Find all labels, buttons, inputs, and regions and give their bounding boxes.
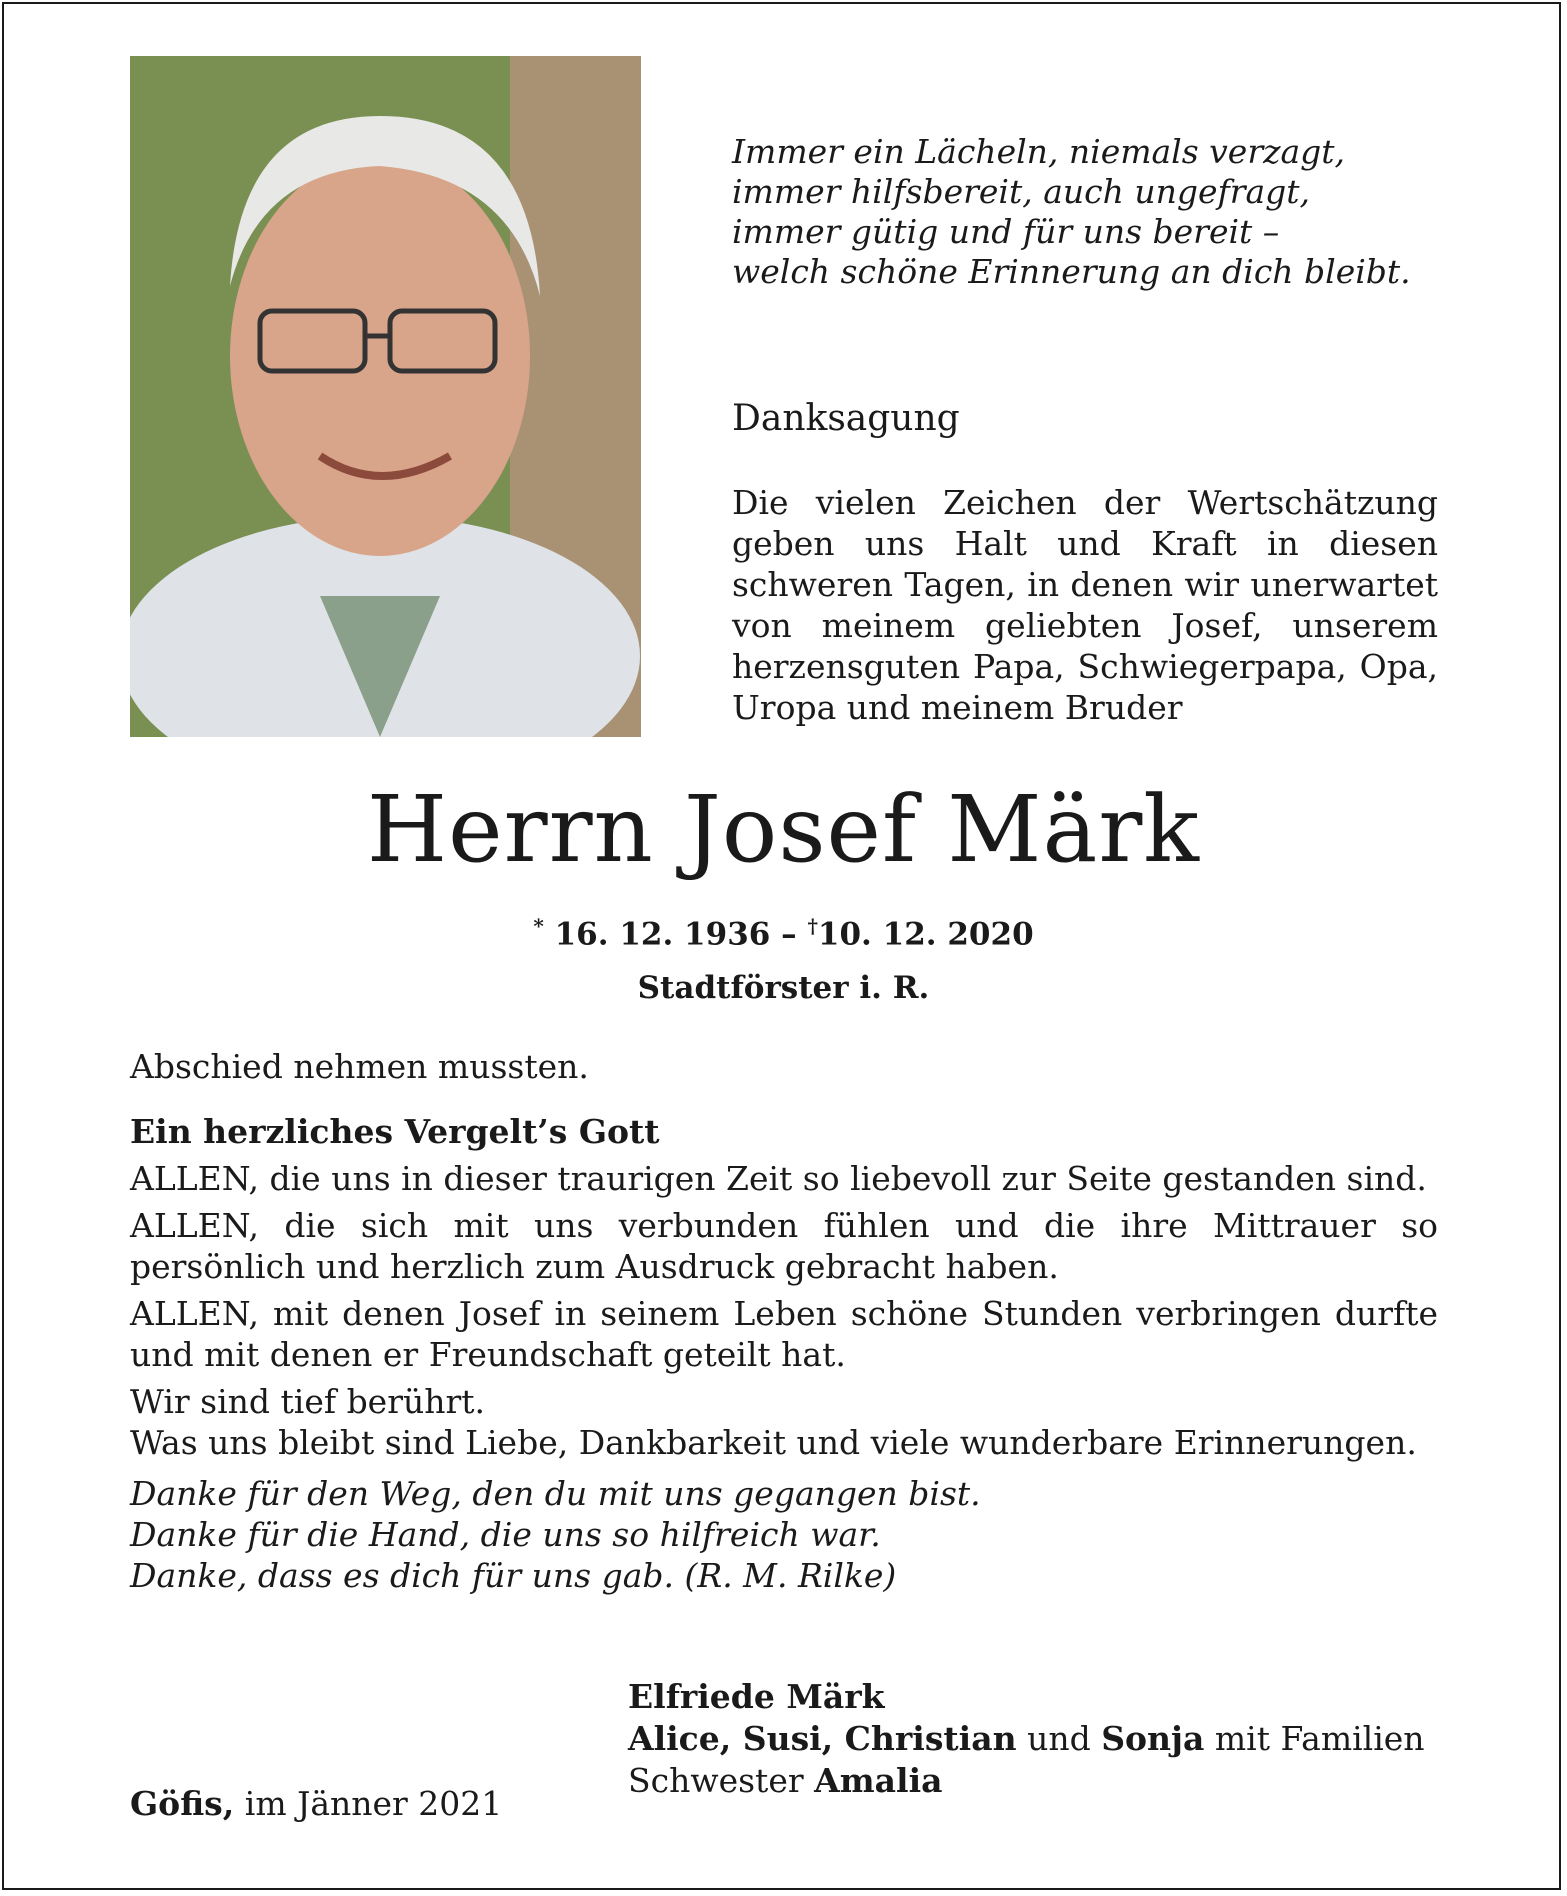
birth-date: 16. 12. 1936	[554, 916, 771, 953]
place-date	[130, 1784, 502, 1823]
poem	[732, 132, 1411, 292]
signer-and: und	[1027, 1719, 1091, 1758]
death-symbol: †	[807, 914, 818, 938]
occupation-title: Stadtförster i. R.	[637, 970, 930, 1006]
life-dates	[0, 914, 1567, 952]
birth-symbol: *	[533, 914, 544, 938]
paragraph: ALLEN, die sich mit uns verbunden fühlen und die ihre Mittrauer so persönlich und herzlich zum Ausdruck gebracht haben.	[130, 1206, 1438, 1286]
rilke-line: Danke für die Hand, die uns so hilfreich war.	[130, 1515, 881, 1554]
portrait-photo	[130, 56, 641, 737]
rilke-line: Danke, dass es dich für uns gab. (R. M. Rilke)	[130, 1556, 897, 1595]
signer-primary: Elfriede Märk	[628, 1677, 885, 1716]
signer-child: Sonja	[1101, 1719, 1205, 1758]
farewell-line: Abschied nehmen mussten.	[130, 1047, 589, 1086]
paragraph: Wir sind tief berührt.	[130, 1382, 486, 1421]
date-separator: –	[781, 916, 797, 953]
deceased-name: Herrn Josef Märk	[366, 776, 1201, 883]
paragraph: Was uns bleibt sind Liebe, Dankbarkeit und viele wunderbare Erinnerungen.	[130, 1423, 1417, 1462]
poem-line: immer hilfsbereit, auch ungefragt,	[732, 172, 1311, 211]
signer-sister: Amalia	[814, 1761, 943, 1800]
paragraph: ALLEN, die uns in dieser traurigen Zeit so liebevoll zur Seite gestanden sind.	[130, 1159, 1427, 1198]
portrait-illustration	[130, 56, 641, 737]
paragraph: ALLEN, mit denen Josef in seinem Leben schöne Stunden verbringen durfte und mit denen er Freundschaft geteilt hat.	[130, 1294, 1438, 1374]
signer-suffix: mit Familien	[1214, 1719, 1425, 1758]
rilke-line: Danke für den Weg, den du mit uns gegangen bist.	[130, 1474, 981, 1513]
signer-sister-prefix: Schwester	[628, 1761, 804, 1800]
poem-line: welch schöne Erinnerung an dich bleibt.	[732, 252, 1411, 291]
poem-line: immer gütig und für uns bereit –	[732, 212, 1280, 251]
heading-danksagung: Danksagung	[732, 398, 960, 439]
death-date: 10. 12. 2020	[817, 916, 1034, 953]
thanks-heading: Ein herzliches Vergelt’s Gott	[130, 1112, 660, 1151]
place-date-text: im Jänner 2021	[244, 1784, 503, 1823]
body-text	[130, 1046, 1438, 1596]
poem-line: Immer ein Lächeln, niemals verzagt,	[732, 132, 1346, 171]
signers	[628, 1676, 1425, 1802]
signer-children: Alice, Susi, Christian	[628, 1719, 1017, 1758]
place-town: Göfis,	[130, 1784, 235, 1823]
intro-text: Die vielen Zeichen der Wertschätzung geben uns Halt und Kraft in diesen schweren Tagen, in denen wir unerwartet von meinem geliebten Josef, unserem herzensguten Papa, Schwiegerpapa, Opa, Uropa und meinem Bruder	[732, 483, 1438, 727]
